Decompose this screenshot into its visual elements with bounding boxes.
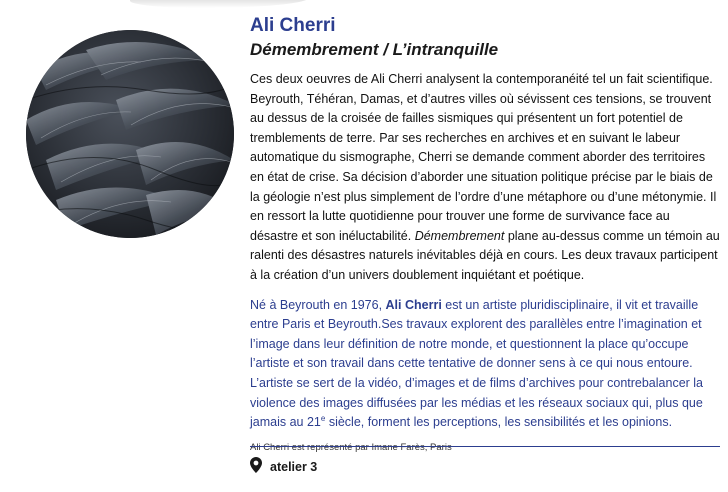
bio-body: est un artiste pluridisciplinaire, il vit et travaille entre Paris et Beyrouth.Ses travaux explorent des parallèles entre l’imagination et l’image dans leur définition de notre monde, et questionnent la place qu’occupe l’artiste et son travail dans cette tentative de donner sens à ce qui nous entoure. L’artiste se sert de la vidéo, d’images et de films d’archives pour contrebalancer la violence des images diffusées par les médias et les réseaux sociaux qui, plus que jamais au 21 xyxy=(250,297,704,430)
artist-card xyxy=(250,14,720,455)
bio-intro: Né à Beyrouth en 1976, xyxy=(250,297,383,312)
map-pin-icon xyxy=(250,457,262,478)
artist-name: Ali Cherri xyxy=(250,15,336,36)
artist-bio xyxy=(250,296,720,433)
description-emphasis: Démembrement xyxy=(414,228,505,243)
representation-note: Ali Cherri est représenté par Imane Farès, Paris xyxy=(250,441,452,453)
top-decoration xyxy=(130,0,310,8)
work-description xyxy=(250,70,720,286)
location-label: atelier 3 xyxy=(270,460,318,474)
artwork-image xyxy=(26,30,234,238)
work-title: Démembrement / L’intranquille xyxy=(250,40,499,59)
bio-superscript: e xyxy=(320,413,326,423)
bio-artist-name: Ali Cherri xyxy=(385,297,442,312)
bio-end: siècle, forment les perceptions, les sensibilités et les opinions. xyxy=(328,415,673,430)
description-text: Ces deux oeuvres de Ali Cherri analysent la contemporanéité tel un fait scientifique. Beyrouth, Téhéran, Damas, et d’autres villes où sévissent ces tensions, se trouvent au dessus de la croisée de failles sismiques qui présentent un fort potentiel de tremblements de terre. Par ses recherches en archives et en suivant le labeur automatique du sismographe, Cherri se demande comment aborder des territoires en état de crise. Sa décision d’aborder une situation politique précise par le biais de la géologie n’est plus simplement de l’ordre d’une métaphore ou d’une métonymie. Il en ressort la lutte quotidienne pour trouver une forme de survivance face au désastre et son inéluctabilité. xyxy=(250,72,717,243)
location-link[interactable] xyxy=(250,458,317,476)
description-text-end: plane au-dessus comme un témoin au ralenti des désastres naturels inévitables déjà en cours. Les deux travaux participent à la création d’un univers doublement inquiétant et poétique. xyxy=(250,228,720,282)
divider xyxy=(250,446,720,447)
